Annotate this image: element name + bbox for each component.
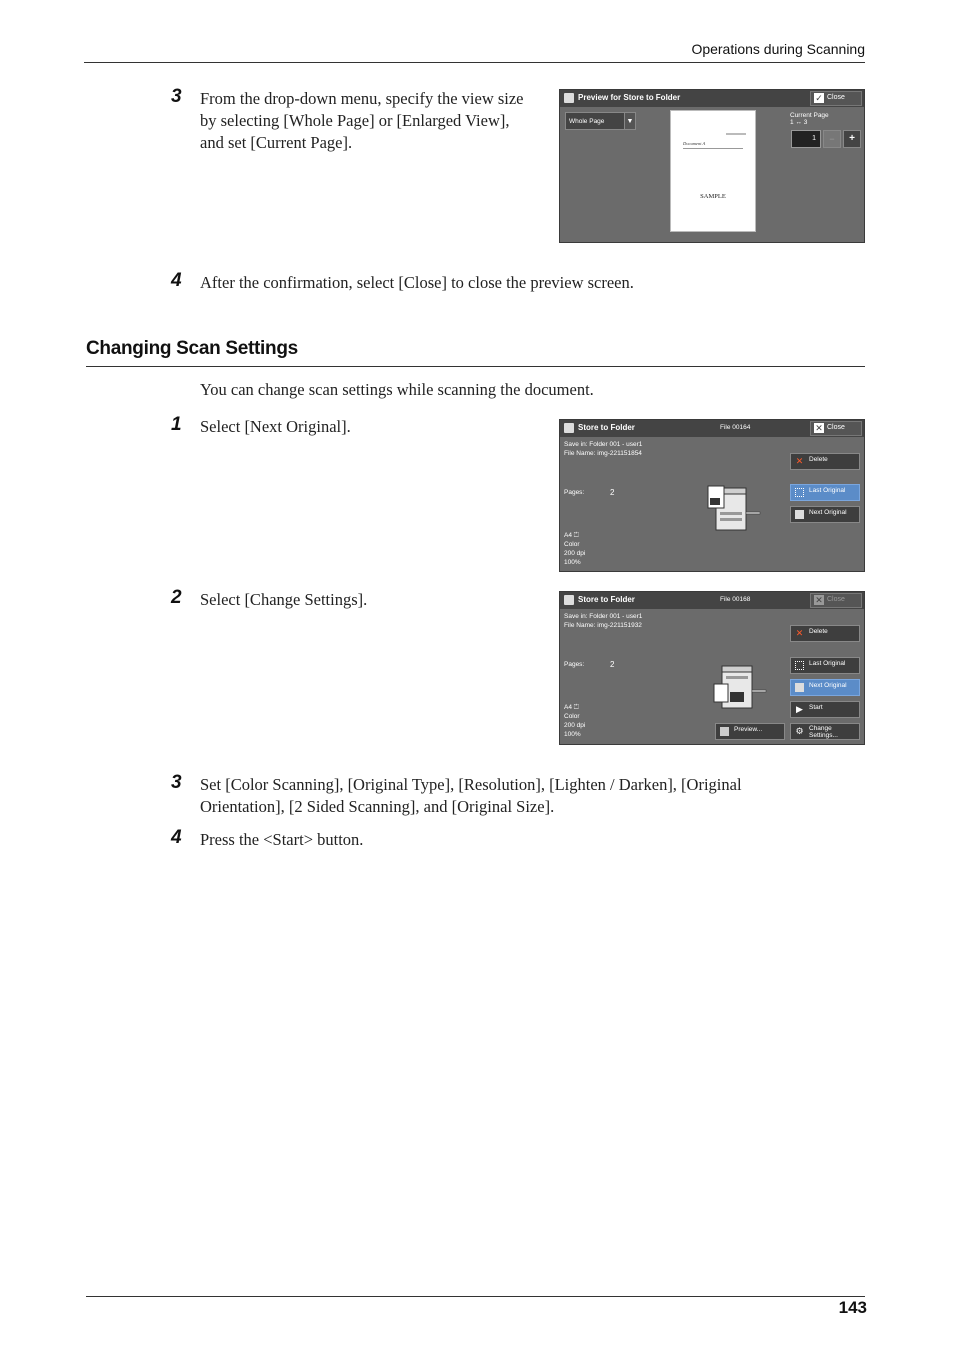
step-text: Set [Color Scanning], [Original Type], [Resolution], [Lighten / Darken], [Original Orientation], [2 Sided Scanning], and [Original Size]. [200, 775, 742, 816]
save-in: Save in: Folder 001 - user1 [564, 613, 643, 620]
copier-icon [706, 484, 762, 534]
preview-button[interactable] [715, 723, 785, 740]
delete-label: Delete [809, 628, 828, 635]
running-header: Operations during Scanning [691, 41, 865, 57]
close-icon: ✕ [815, 595, 823, 605]
gear-icon: ⚙ [795, 726, 804, 736]
preview-label: Preview... [734, 726, 763, 733]
current-page-label: Current Page [790, 112, 829, 119]
close-icon: ✕ [795, 456, 804, 466]
file-number: File 00168 [720, 596, 751, 603]
check-icon: ✓ [815, 93, 823, 103]
pages-label: Pages: [564, 489, 585, 496]
screen-titlebar [560, 90, 864, 107]
preview-screen [559, 89, 865, 243]
view-size-dropdown[interactable] [565, 112, 625, 130]
scale: 100% [564, 559, 581, 566]
change-settings-button[interactable] [790, 723, 860, 740]
close-button[interactable] [810, 593, 862, 608]
screen-titlebar [560, 420, 864, 437]
copier-icon [712, 662, 768, 712]
page-range: 1 ↔ 3 [790, 119, 808, 126]
step-text: After the confirmation, select [Close] to close the preview screen. [200, 273, 634, 292]
start-button[interactable] [790, 701, 860, 718]
section-intro: You can change scan settings while scanning the document. [200, 380, 594, 399]
step-number: 3 [171, 86, 182, 107]
close-icon: ✕ [815, 423, 823, 433]
close-icon: ✕ [795, 628, 804, 638]
document-icon [795, 510, 804, 519]
header-rule [84, 62, 865, 63]
pages-label: Pages: [564, 661, 585, 668]
last-original-label: Last Original [809, 487, 846, 494]
delete-button[interactable] [790, 453, 860, 470]
store-to-folder-screen-1 [559, 419, 865, 572]
step-number: 3 [171, 772, 182, 793]
close-label: Close [827, 424, 845, 431]
info-icon [564, 595, 574, 605]
screen-titlebar [560, 592, 864, 609]
close-label: Close [827, 596, 845, 603]
plus-button[interactable]: + [843, 130, 861, 148]
color-mode: Color [564, 713, 580, 720]
last-original-label: Last Original [809, 660, 846, 667]
save-in: Save in: Folder 001 - user1 [564, 441, 643, 448]
next-original-button[interactable] [790, 679, 860, 696]
pages-value: 2 [610, 488, 615, 497]
screen-title: Store to Folder [578, 595, 635, 604]
chevron-down-icon[interactable]: ▼ [624, 112, 636, 130]
doc-title: Document A [683, 141, 706, 146]
screen-title: Store to Folder [578, 423, 635, 432]
preview-icon [720, 727, 729, 736]
store-to-folder-screen-2 [559, 591, 865, 745]
color-mode: Color [564, 541, 580, 548]
step-number: 4 [171, 827, 182, 848]
resolution: 200 dpi [564, 550, 586, 557]
step-text: Select [Next Original]. [200, 417, 351, 436]
close-button[interactable] [810, 421, 862, 436]
step-text: Select [Change Settings]. [200, 590, 368, 609]
section-rule [86, 366, 865, 367]
footer-rule [86, 1296, 865, 1297]
info-icon [564, 423, 574, 433]
last-original-button[interactable] [790, 657, 860, 674]
play-icon: ▶ [796, 704, 803, 714]
resolution: 200 dpi [564, 722, 586, 729]
next-original-label: Next Original [809, 509, 847, 516]
step-text: Press the <Start> button. [200, 830, 364, 849]
doc-sample: SAMPLE [700, 193, 726, 200]
paper-size: A4 ⏍ [564, 532, 579, 539]
file-name: File Name: img-221151854 [564, 450, 642, 457]
scale: 100% [564, 731, 581, 738]
step-text: From the drop-down menu, specify the view size by selecting [Whole Page] or [Enlarged View], and set [Current Page]. [200, 89, 524, 152]
minus-button[interactable]: − [823, 130, 841, 148]
step-number: 2 [171, 587, 182, 608]
delete-button[interactable] [790, 625, 860, 642]
document-icon [795, 488, 804, 497]
change-settings-label-line1: Change [809, 725, 832, 732]
step-number: 4 [171, 270, 182, 291]
page-preview [670, 110, 756, 232]
section-title: Changing Scan Settings [86, 338, 298, 359]
dropdown-value: Whole Page [569, 118, 605, 125]
screen-title: Preview for Store to Folder [578, 93, 681, 102]
doc-date-line [726, 133, 746, 135]
step-number: 1 [171, 414, 182, 435]
close-label: Close [827, 94, 845, 101]
current-page-input[interactable]: 1 [791, 130, 821, 148]
document-icon [795, 683, 804, 692]
paper-size: A4 ⏍ [564, 704, 579, 711]
page-number: 143 [838, 1298, 867, 1317]
last-original-button[interactable] [790, 484, 860, 501]
start-label: Start [809, 704, 823, 711]
file-name: File Name: img-221151932 [564, 622, 642, 629]
next-original-button[interactable] [790, 506, 860, 523]
change-settings-label-line2: Settings... [809, 732, 838, 739]
preview-icon [564, 93, 574, 103]
document-icon [795, 661, 804, 670]
delete-label: Delete [809, 456, 828, 463]
pages-value: 2 [610, 660, 615, 669]
file-number: File 00164 [720, 424, 751, 431]
next-original-label: Next Original [809, 682, 847, 689]
doc-rule [683, 148, 743, 149]
close-button[interactable] [810, 91, 862, 106]
